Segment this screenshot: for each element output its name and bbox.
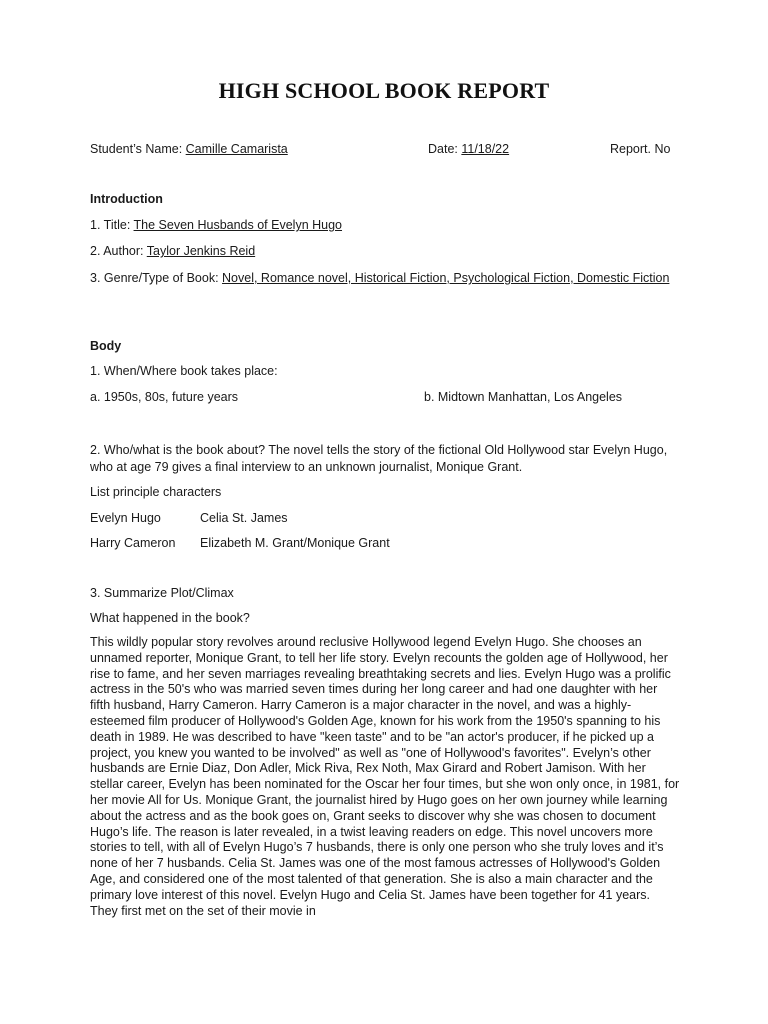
introduction-heading: Introduction xyxy=(90,192,163,206)
author-label: 2. Author: xyxy=(90,244,147,258)
book-title-label: 1. Title: xyxy=(90,218,134,232)
when-answer: a. 1950s, 80s, future years xyxy=(90,390,239,404)
date-value: 11/18/22 xyxy=(461,142,510,156)
body-heading: Body xyxy=(90,339,122,353)
author-line xyxy=(90,244,255,258)
character-harry-cameron: Harry Cameron xyxy=(90,536,176,550)
summary-heading: 3. Summarize Plot/Climax xyxy=(90,586,234,600)
author-value: Taylor Jenkins Reid xyxy=(146,244,256,258)
report-title: HIGH SCHOOL BOOK REPORT xyxy=(218,78,550,103)
report-number-label: Report. No xyxy=(610,142,671,156)
date-line xyxy=(428,142,509,156)
genre-label: 3. Genre/Type of Book: xyxy=(90,271,223,285)
characters-label: List principle characters xyxy=(90,485,222,499)
student-name-value: Camille Camarista xyxy=(185,142,288,156)
summary-paragraph: This wildly popular story revolves around reclusive Hollywood legend Evelyn Hugo. She chooses an unnamed reporter, Monique Grant, to tell her life story. Evelyn recounts the golden age of Hollywood, her rise to fame, and her seven marriages revealing breathtaking secrets and lies. Evelyn Hugo was a prolific actress in the 50's who was married seven times during her long career and had one daughter with her fifth husband, Harry Cameron. Harry Cameron is a major character in the novel, and was a highly-esteemed film producer of Hollywood's Golden Age, known for his work from the 1950's spanning to his death in 1989. He was described to have "keen taste" and to be "an actor's producer, if he picked up a project, you knew you wanted to be involved" as well as "one of Hollywood's favorites". Evelyn’s other husbands are Ernie Diaz, Don Adler, Mick Riva, Rex Noth, Max Girard and Robert Jamison. With her stellar career, Evelyn has been nominated for the Oscar her four times, but she won only once, in 1981, for her movie All for Us. Monique Grant, the journalist hired by Hugo goes on her own journey while learning about the actress and as the book goes on, Grant seeks to discover why she was chosen to document Hugo’s life. The reason is later revealed, in a twist leaving readers on edge. This novel uncovers more stories to tell, with all of Evelyn Hugo’s 7 husbands, there is only one person who she truly loves and it’s none of her 7 husbands. Celia St. James was one of the most famous actresses of Hollywood's Golden Age, and considered one of the most talented of that generation. She is also a main character and the primary love interest of this novel. Evelyn Hugo and Celia St. James have been together for 41 years. They first met on the set of their movie in xyxy=(90,635,680,918)
genre-line xyxy=(90,269,670,287)
when-where-question: 1. When/Where book takes place: xyxy=(90,364,278,378)
character-celia-st-james: Celia St. James xyxy=(200,511,288,525)
character-elizabeth-monique-grant: Elizabeth M. Grant/Monique Grant xyxy=(200,536,390,550)
genre-value: Novel, Romance novel, Historical Fiction, Psychological Fiction, Domestic Fiction xyxy=(222,271,670,285)
date-label: Date: xyxy=(428,142,462,156)
book-title-line xyxy=(90,218,342,232)
who-what-paragraph: 2. Who/what is the book about? The novel tells the story of the fictional Old Hollywood star Evelyn Hugo, who at age 79 gives a final interview to an unknown journalist, Monique Grant. xyxy=(90,443,668,474)
summary-question: What happened in the book? xyxy=(90,611,250,625)
book-title-value: The Seven Husbands of Evelyn Hugo xyxy=(133,218,343,232)
character-evelyn-hugo: Evelyn Hugo xyxy=(90,511,161,525)
student-name-label: Student’s Name: xyxy=(90,142,186,156)
where-answer: b. Midtown Manhattan, Los Angeles xyxy=(424,390,623,404)
student-name-line xyxy=(90,142,288,156)
